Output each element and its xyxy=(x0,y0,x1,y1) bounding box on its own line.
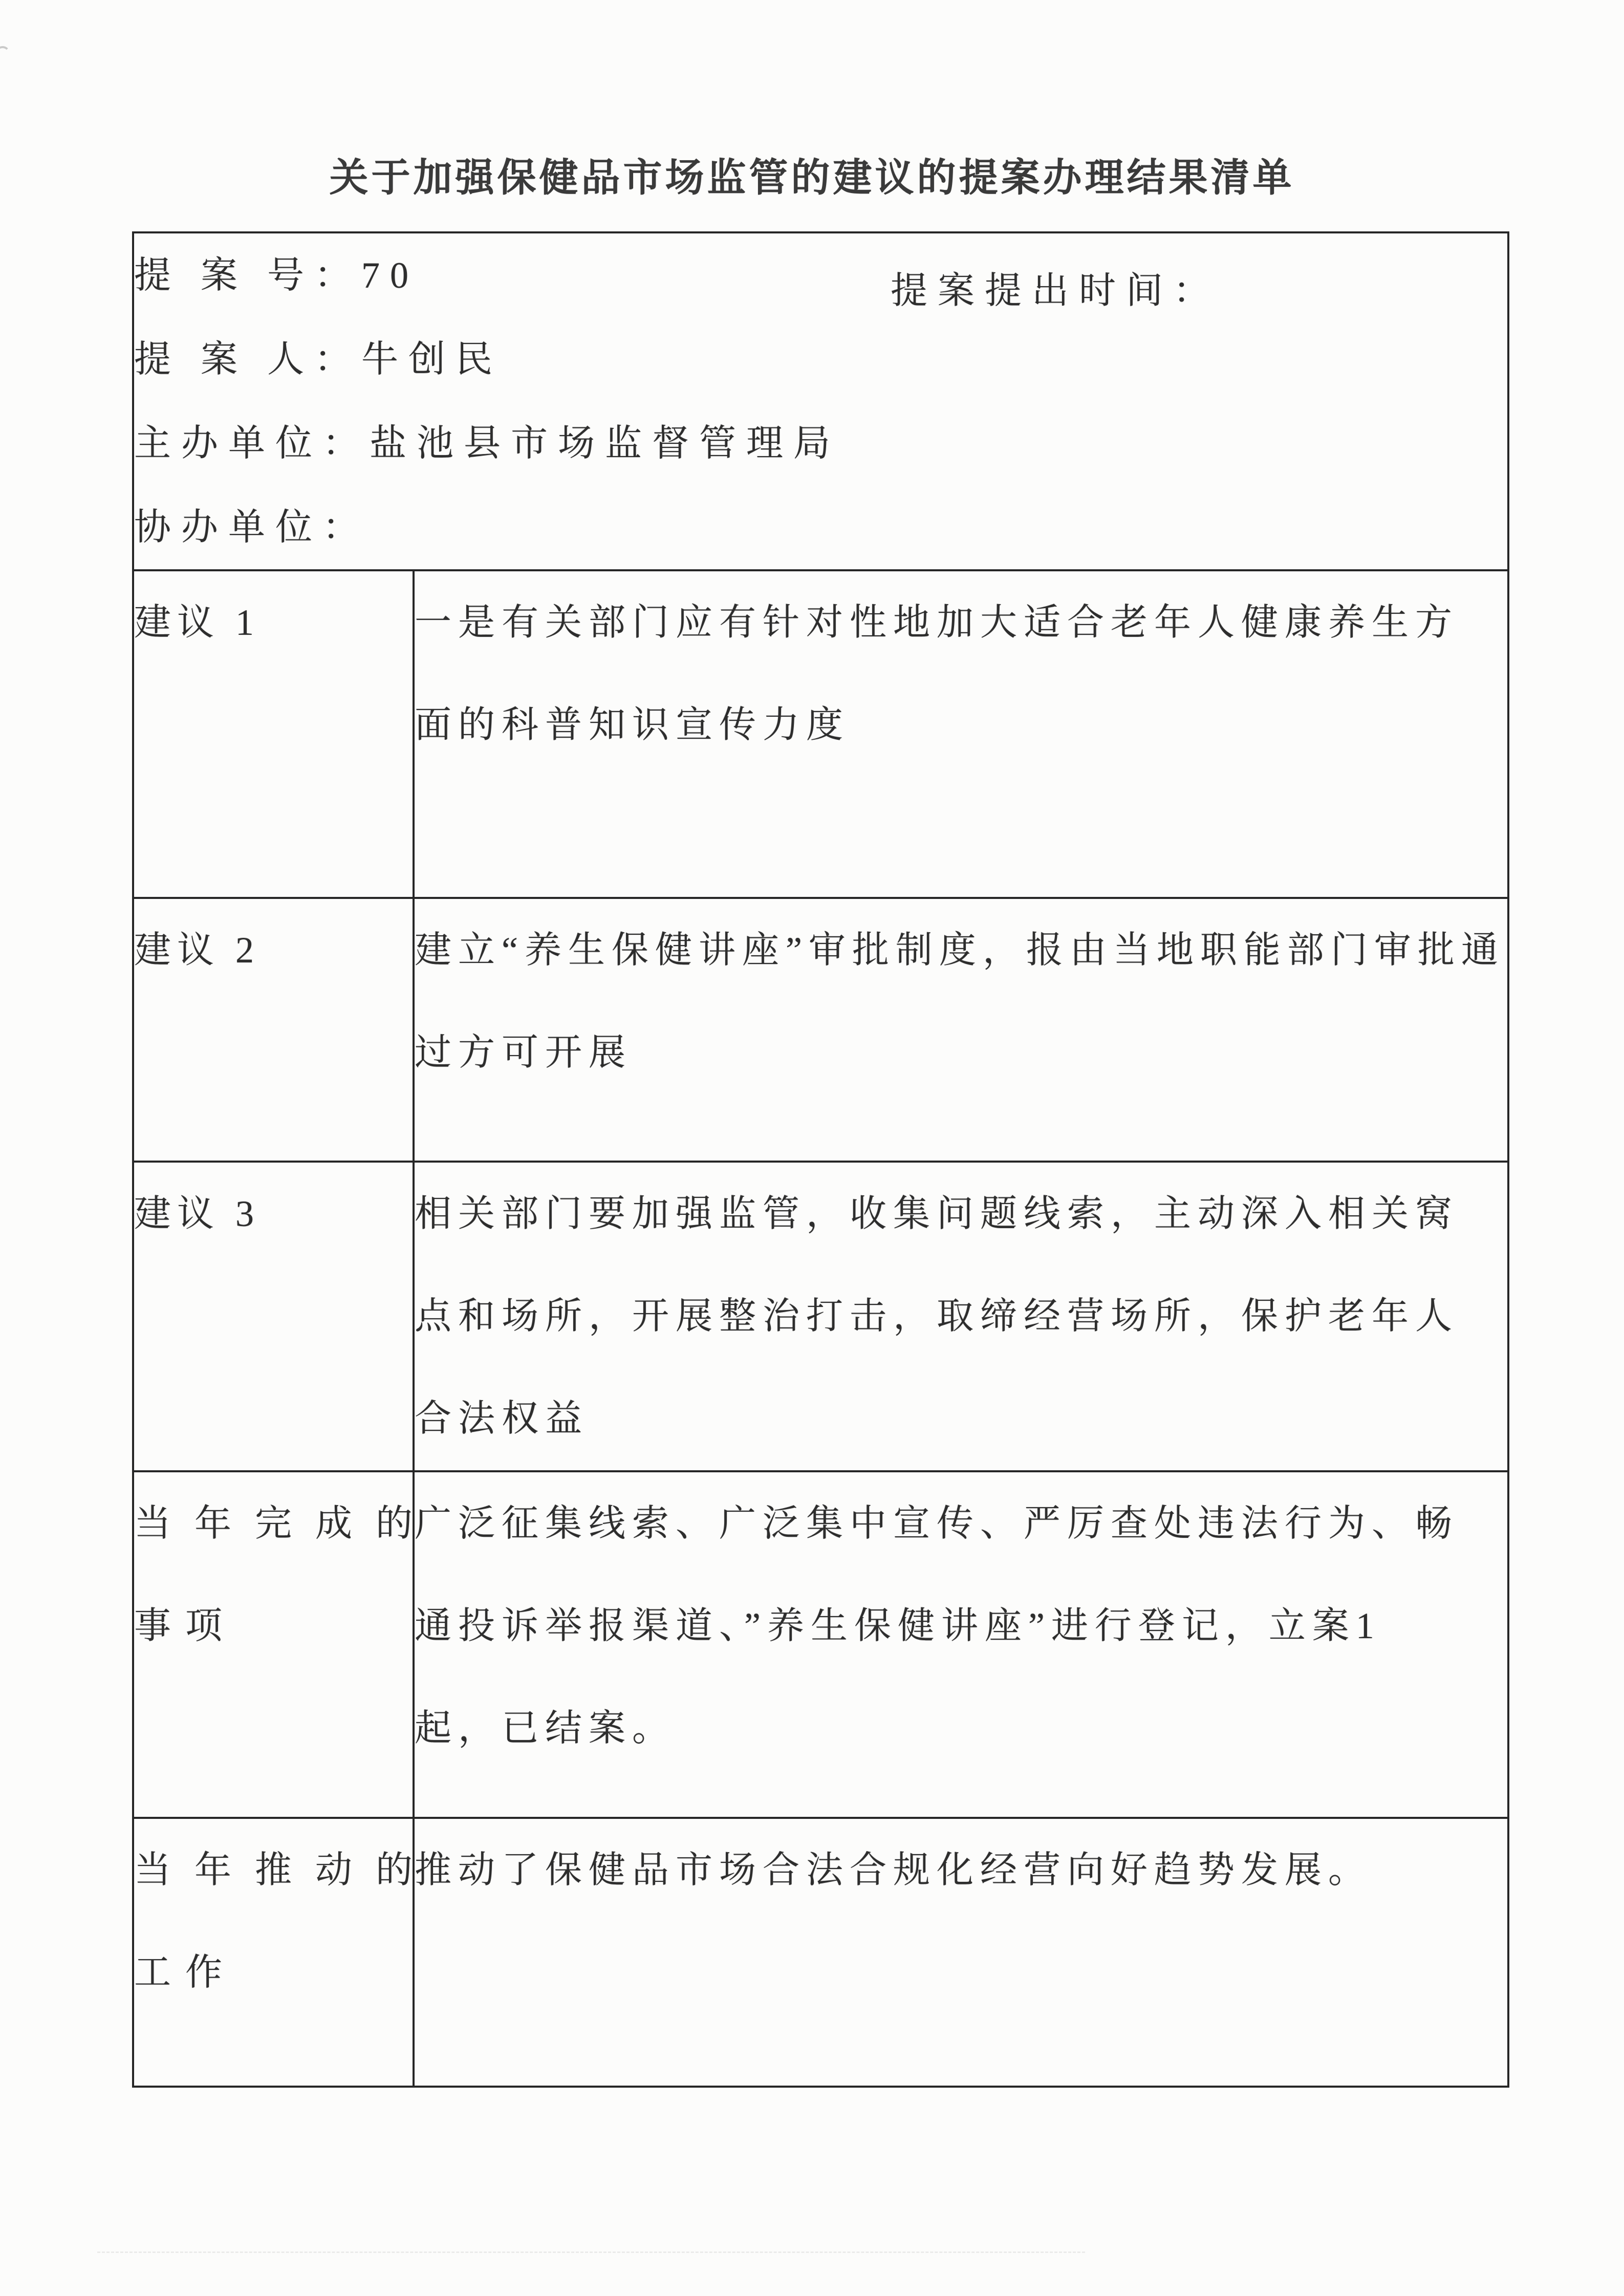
row-label-cell xyxy=(133,898,414,1162)
content-line: 建立“养生保健讲座”审批制度，报由当地职能部门审批通 xyxy=(415,930,1505,971)
row-label: 工作 xyxy=(134,1952,237,1993)
co-organizer: 协办单位： xyxy=(134,507,370,548)
proposal-result-table xyxy=(132,231,1509,2088)
row-label-cell xyxy=(133,1162,414,1471)
header-cell xyxy=(133,232,1508,570)
row-label: 事项 xyxy=(134,1605,237,1646)
row-label-cell xyxy=(133,1471,414,1818)
content-line: 合法权益 xyxy=(415,1398,589,1439)
row-label: 当年推动的 xyxy=(134,1850,413,1891)
proposal-number: 提 案 号：70 xyxy=(134,255,419,296)
content-line: 过方可开展 xyxy=(415,1032,633,1073)
row-content-cell xyxy=(414,570,1508,898)
row-label: 当年完成的 xyxy=(134,1503,413,1544)
table-row-promoted-work xyxy=(133,1818,1508,2087)
content-line: 面的科普知识宣传力度 xyxy=(415,704,850,745)
header-line-1 xyxy=(134,233,1507,317)
content-line: 广泛征集线索、广泛集中宣传、严厉查处违法行为、畅 xyxy=(415,1503,1459,1544)
table-row-suggestion-2 xyxy=(133,898,1508,1162)
content-line: 推动了保健品市场合法合规化经营向好趋势发展。 xyxy=(415,1850,1372,1891)
table-row-suggestion-1 xyxy=(133,570,1508,898)
row-label: 建议 2 xyxy=(134,930,261,971)
content-line: 一是有关部门应有针对性地加大适合老年人健康养生方 xyxy=(415,602,1459,643)
row-label-cell xyxy=(133,570,414,898)
row-content-cell xyxy=(414,1471,1508,1818)
content-line: 相关部门要加强监管，收集问题线索，主动深入相关窝 xyxy=(415,1193,1459,1234)
organizer: 主办单位：盐池县市场监督管理局 xyxy=(134,423,841,464)
table-row-header xyxy=(133,232,1508,570)
row-label: 建议 1 xyxy=(134,602,261,643)
table-row-completed-items xyxy=(133,1471,1508,1818)
row-content-cell xyxy=(414,1162,1508,1471)
row-label-cell xyxy=(133,1818,414,2087)
proposer: 提 案 人：牛创民 xyxy=(134,339,503,380)
content-line: 点和场所，开展整治打击，取缔经营场所，保护老年人 xyxy=(415,1296,1459,1337)
content-line: 起，已结案。 xyxy=(415,1708,676,1749)
page-title: 关于加强保健品市场监管的建议的提案办理结果清单 xyxy=(329,156,1295,200)
content-line: 通投诉举报渠道、”养生保健讲座”进行登记，立案1 xyxy=(415,1605,1381,1646)
scan-artifact xyxy=(97,2251,1085,2253)
proposal-time-label: 提案提出时间： xyxy=(891,270,1221,311)
scan-artifact xyxy=(0,46,10,61)
table-row-suggestion-3 xyxy=(133,1162,1508,1471)
row-label: 建议 3 xyxy=(134,1193,261,1234)
row-content-cell xyxy=(414,1818,1508,2087)
row-content-cell xyxy=(414,898,1508,1162)
